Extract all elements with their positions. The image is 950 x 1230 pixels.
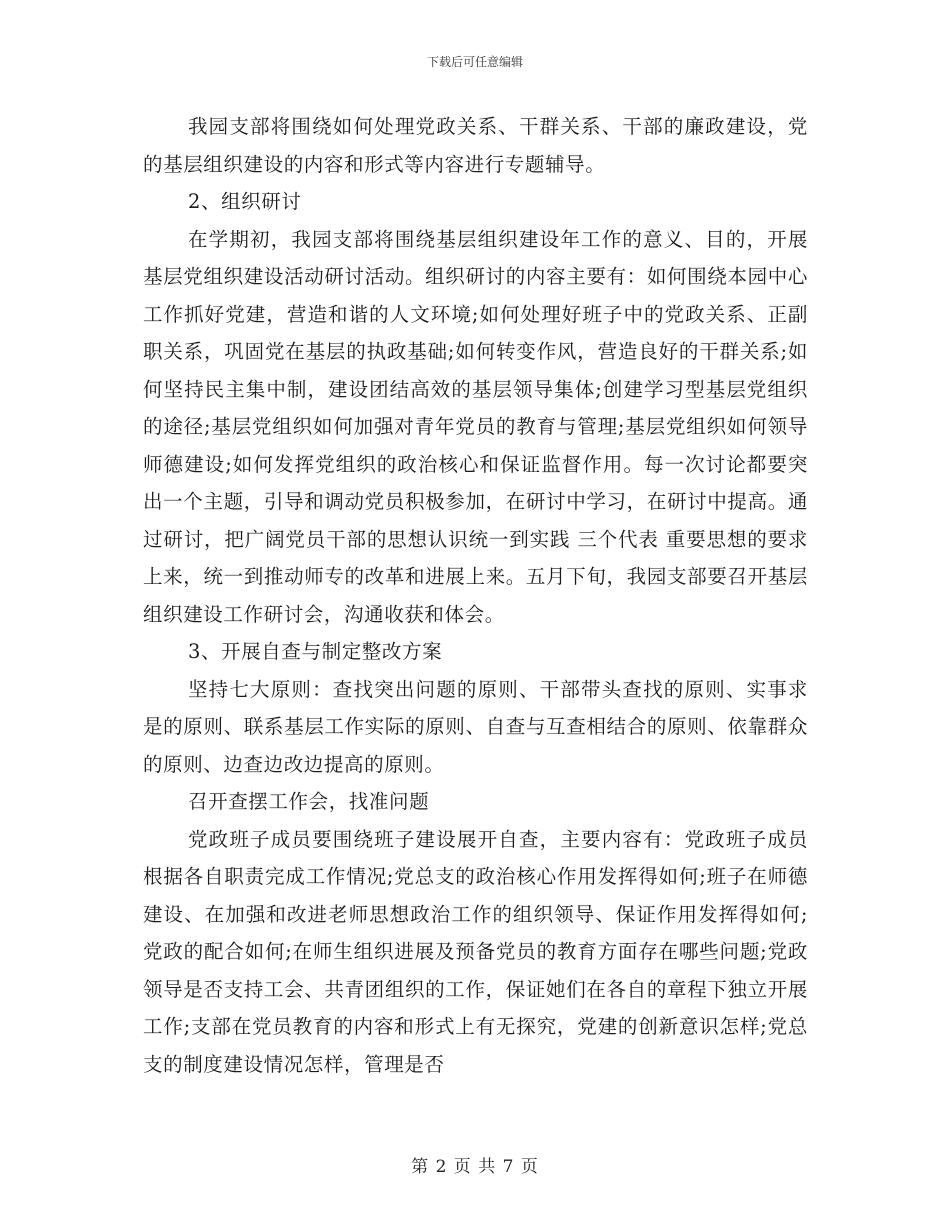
section-heading-3: 3、开展自查与制定整改方案 — [188, 640, 443, 663]
page-number: 第 2 页 共 7 页 — [411, 1157, 539, 1177]
paragraph-principles: 坚持七大原则：查找突出问题的原则、干部带头查找的原则、实事求是的原则、联系基层工作实际的原则、自查与互查相结合的原则、依靠群众的原则、边查边改边提高的原则。 — [143, 677, 808, 776]
paragraph-intro: 我园支部将围绕如何处理党政关系、干群关系、干部的廉政建设，党的基层组织建设的内容和形式等内容进行专题辅导。 — [143, 115, 808, 176]
section-heading-2: 2、组织研讨 — [188, 190, 302, 213]
subheading-meeting: 召开查摆工作会，找准问题 — [188, 790, 430, 813]
page-header: 下载后可任意编辑 — [426, 55, 523, 69]
paragraph-research: 在学期初，我园支部将围绕基层组织建设年工作的意义、目的，开展基层党组织建设活动研讨活动。组织研讨的内容主要有：如何围绕本园中心工作抓好党建，营造和谐的人文环境;如何处理好班子中的党政关系、正副职关系，巩固党在基层的执政基础;如何转变作风，营造良好的干群关系;如何坚持民主集中制，建设团结高效的基层领导集体;创建学习型基层党组织的途径;基层党组织如何加强对青年党员的教育与管理;基层党组织如何领导师德建设;如何发挥党组织的政治核心和保证监督作用。每一次讨论都要突出一个主题，引导和调动党员积极参加，在研讨中学习，在研讨中提高。通过研讨，把广阔党员干部的思想认识统一到实践 三个代表 重要思想的要求上来，统一到推动师专的改革和进展上来。五月下旬，我园支部要召开基层组织建设工作研讨会，沟通收获和体会。 — [143, 227, 808, 626]
document-body — [143, 108, 808, 1083]
paragraph-self-check: 党政班子成员要围绕班子建设展开自查，主要内容有：党政班子成员根据各自职责完成工作情况;党总支的政治核心作用发挥得如何;班子在师德建设、在加强和改进老师思想政治工作的组织领导、保证作用发挥得如何;党政的配合如何;在师生组织进展及预备党员的教育方面存在哪些问题;党政领导是否支持工会、共青团组织的工作，保证她们在各自的章程下独立开展工作;支部在党员教育的内容和形式上有无探究，党建的创新意识怎样;党总支的制度建设情况怎样，管理是否 — [143, 827, 808, 1076]
